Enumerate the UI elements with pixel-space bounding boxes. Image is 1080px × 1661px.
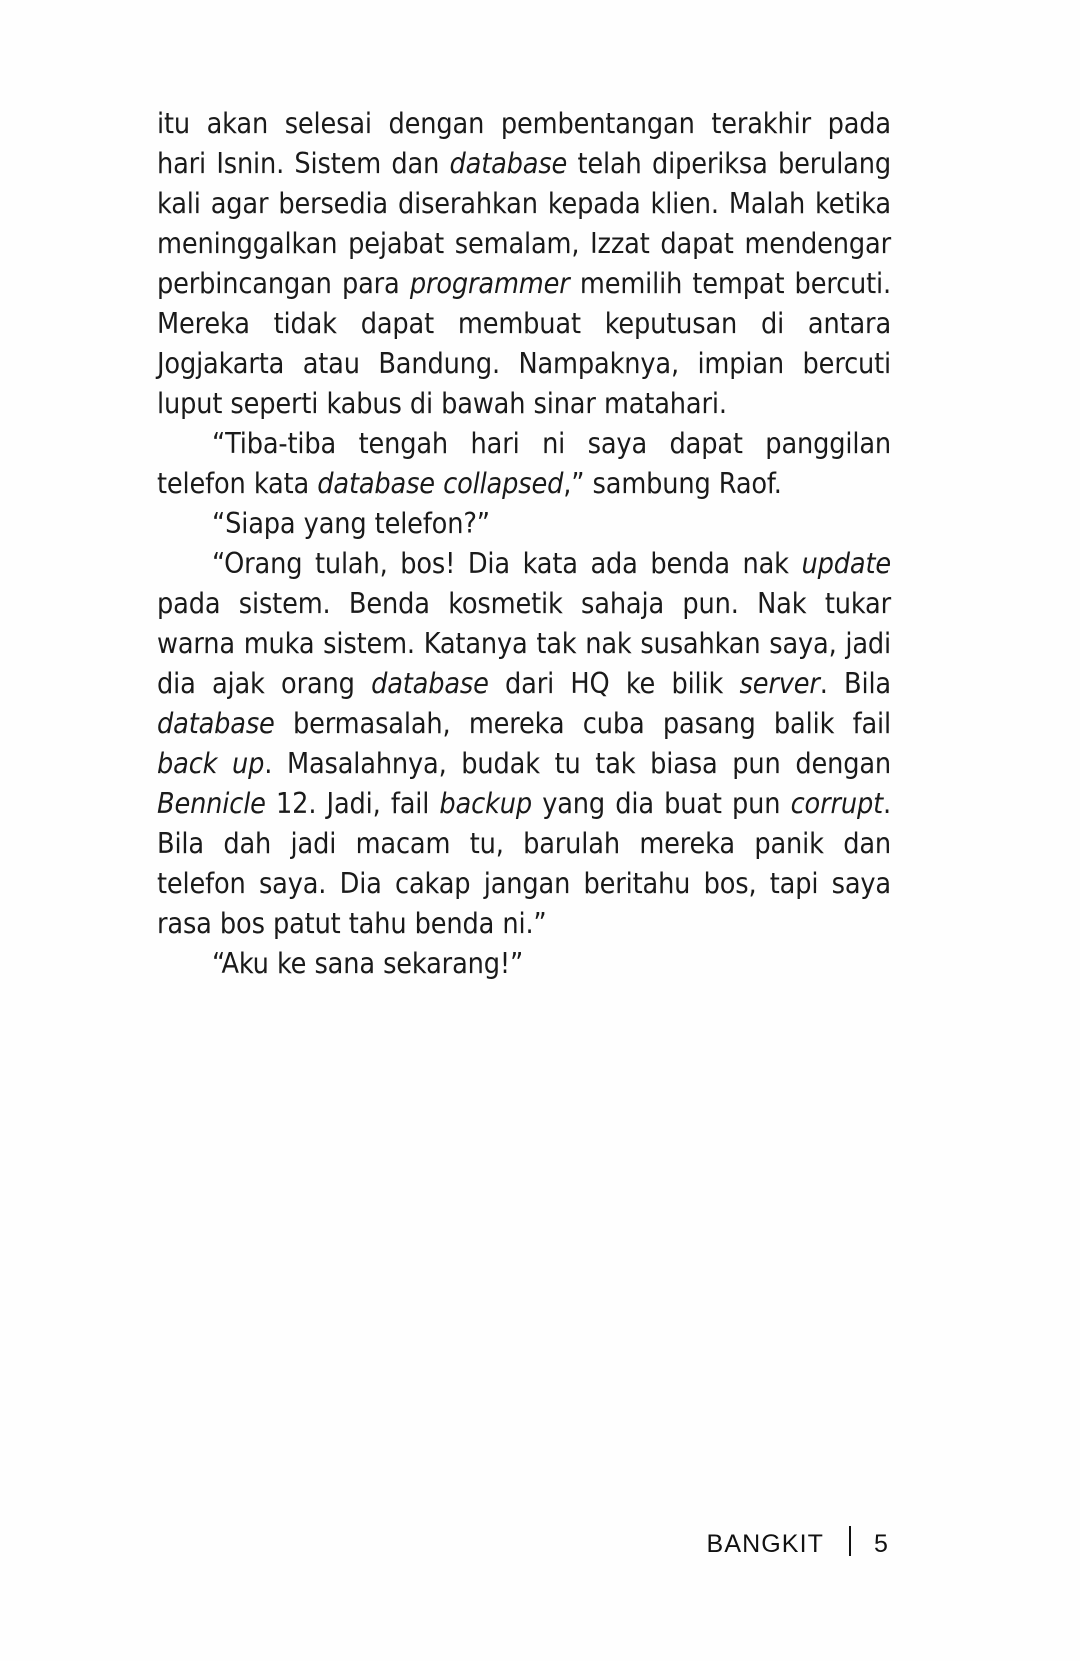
italic-term-backup: backup: [439, 787, 532, 820]
paragraph-4: “Orang tulah, bos! Dia kata ada benda nak update pada sistem. Benda kosmetik sahaja pun. Nak tukar warna muka sistem. Katanya tak nak susahkan saya, jadi dia ajak orang database dari HQ ke bilik server. Bila database bermasalah, mereka cuba pasang balik fail back up. Masalahnya, budak tu tak biasa pun dengan Bennicle 12. Jadi, fail backup yang dia buat pun corrupt. Bila dah jadi macam tu, barulah mereka panik dan telefon saya. Dia cakap jangan beritahu bos, tapi saya rasa bos patut tahu benda ni.”: [157, 547, 891, 940]
italic-term-server: server: [739, 667, 820, 700]
italic-term-database-2: database: [371, 667, 489, 700]
paragraph-1: itu akan selesai dengan pembentangan terakhir pada hari Isnin. Sistem dan database telah diperiksa berulang kali agar bersedia diserahkan kepada klien. Malah ketika meninggalkan pejabat semalam, Izzat dapat mendengar perbincangan para programmer memilih tempat bercuti. Mereka tidak dapat membuat keputusan di antara Jogjakarta atau Bandung. Nampaknya, impian bercuti luput seperti kabus di bawah sinar matahari.: [157, 107, 891, 420]
italic-term-update: update: [801, 547, 891, 580]
italic-term-corrupt: corrupt: [790, 787, 883, 820]
paragraph-5: “Aku ke sana sekarang!”: [212, 947, 524, 980]
italic-term-bennicle: Bennicle: [157, 787, 266, 820]
italic-term-programmer: programmer: [409, 267, 570, 300]
body-text-column: [157, 104, 891, 984]
footer-book-title: BANGKIT: [706, 1530, 824, 1558]
footer-separator-rule: [849, 1526, 851, 1556]
paragraph-2: “Tiba-tiba tengah hari ni saya dapat panggilan telefon kata database collapsed,” sambung Raof.: [157, 427, 891, 500]
footer-page-number: 5: [874, 1530, 888, 1558]
page-footer: [0, 1522, 890, 1559]
italic-term-database-collapsed: database collapsed: [317, 467, 564, 500]
italic-term-back-up: back up: [157, 747, 265, 780]
italic-term-database: database: [449, 147, 568, 180]
italic-term-database-3: database: [157, 707, 275, 740]
paragraph-3: “Siapa yang telefon?”: [212, 507, 490, 540]
